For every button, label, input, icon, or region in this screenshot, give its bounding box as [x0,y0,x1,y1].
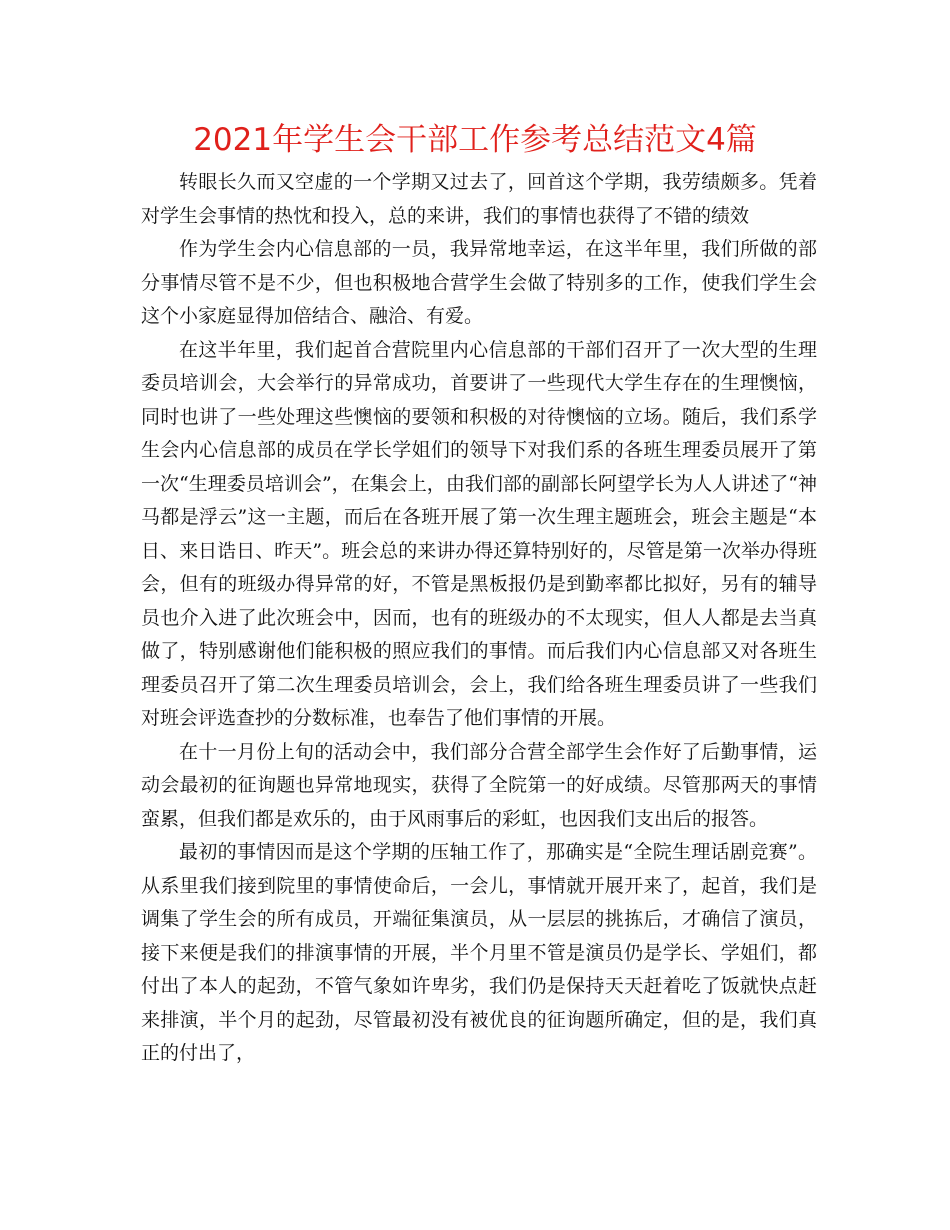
paragraph-4: 在十一月份上旬的活动会中，我们部分合营全部学生会作好了后勤事情，运动会最初的征询题也异常地现实，获得了全院第一的好成绩。尽管那两天的事情蛮累，但我们都是欢乐的，由于风雨事后的彩虹，也因我们支出后的报答。 [141,740,817,830]
document-body [141,166,817,1071]
paragraph-3: 在这半年里，我们起首合营院里内心信息部的干部们召开了一次大型的生理委员培训会，大会举行的异常成功，首要讲了一些现代大学生存在的生理懊恼，同时也讲了一些处理这些懊恼的要领和积极的对待懊恼的立场。随后，我们系学生会内心信息部的成员在学长学姐们的领导下对我们系的各班生理委员展开了第一次“生理委员培训会”，在集会上，由我们部的副部长阿望学长为人人讲述了“神马都是浮云”这一主题，而后在各班开展了第一次生理主题班会，班会主题是“本日、来日诰日、昨天”。班会总的来讲办得还算特别好的，尽管是第一次举办得班会，但有的班级办得异常的好，不管是黑板报仍是到勤率都比拟好，另有的辅导员也介入进了此次班会中，因而，也有的班级办的不太现实，但人人都是去当真做了，特别感谢他们能积极的照应我们的事情。而后我们内心信息部又对各班生理委员召开了第二次生理委员培训会，会上，我们给各班生理委员讲了一些我们对班会评选查抄的分数标准，也奉告了他们事情的开展。 [141,338,817,729]
paragraph-1: 转眼长久而又空虚的一个学期又过去了，回首这个学期，我劳绩颇多。凭着对学生会事情的热忱和投入，总的来讲，我们的事情也获得了不错的绩效 [141,171,817,227]
paragraph-5: 最初的事情因而是这个学期的压轴工作了，那确实是“全院生理话剧竞赛”。从系里我们接到院里的事情使命后，一会儿，事情就开展开来了，起首，我们是调集了学生会的所有成员，开端征集演员，从一层层的挑拣后，才确信了演员，接下来便是我们的排演事情的开展，半个月里不管是演员仍是学长、学姐们，都付出了本人的起劲，不管气象如许卑劣，我们仍是保持天天赶着吃了饭就快点赶来排演，半个月的起劲，尽管最初没有被优良的征询题所确定，但的是，我们真正的付出了， [141,841,817,1064]
document-title: 2021年学生会干部工作参考总结范文4篇 [193,122,757,158]
paragraph-2: 作为学生会内心信息部的一员，我异常地幸运，在这半年里，我们所做的部分事情尽管不是不少，但也积极地合营学生会做了特别多的工作，使我们学生会这个小家庭显得加倍结合、融洽、有爱。 [141,238,817,327]
